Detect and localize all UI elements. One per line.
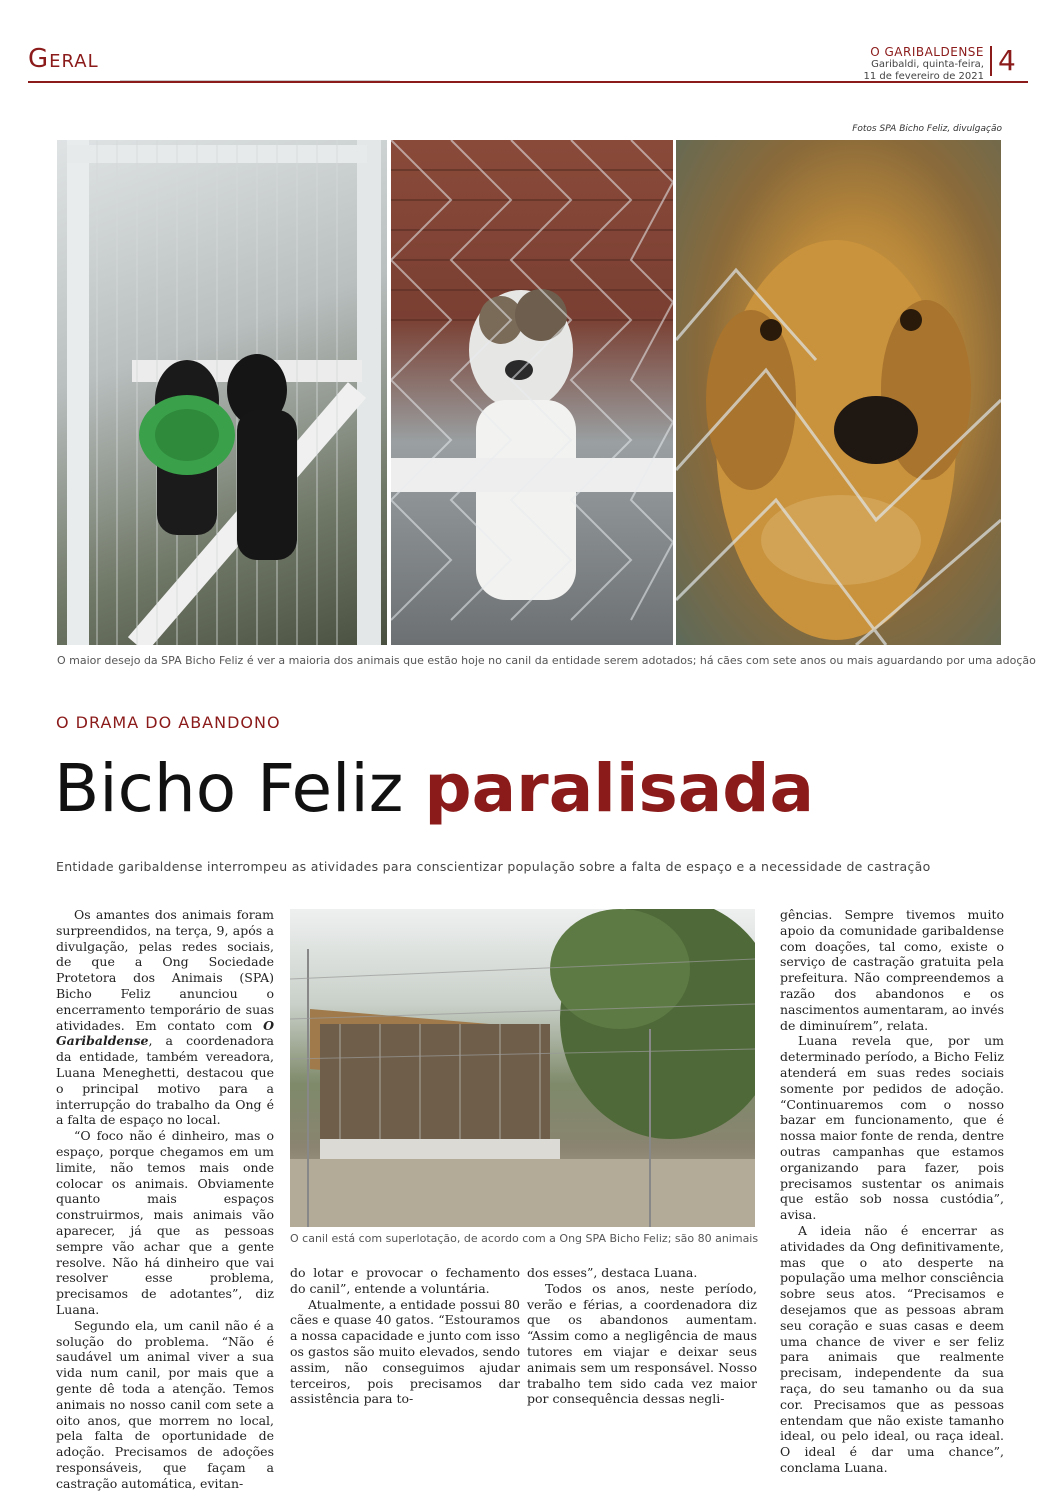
masthead-info: [864, 45, 984, 83]
page-number-divider: [990, 46, 992, 76]
article-column-1: [56, 907, 274, 1491]
headline-part1: Bicho Feliz: [54, 750, 404, 827]
dogs-at-gate-photo: [57, 140, 387, 645]
paragraph: Segundo ela, um canil não é a solução do problema. “Não é saudável um animal viver a sua vida num canil, por mais que a gente dê toda a atenção. Temos animais no nosso canil com sete a oito anos, que morrem no local, pela falta de oportunidade de adoção. Precisamos de adoções responsáveis, que façam a castração automática, evitan-: [56, 1317, 274, 1491]
top-photo-caption: O maior desejo da SPA Bicho Feliz é ver a maioria dos animais que estão hoje no canil da entidade serem adotados; há cães com sete anos ou mais aguardando por uma adoção: [57, 654, 1036, 667]
newspaper-name: O Garibaldense: [56, 1017, 274, 1049]
article-column-4: [780, 907, 1004, 1476]
kennel-photo-caption: O canil está com superlotação, de acordo com a Ong SPA Bicho Feliz; são 80 animais: [290, 1232, 759, 1245]
dog-closeup-photo: [676, 140, 1001, 645]
article-subhead: Entidade garibaldense interrompeu as atividades para conscientizar população sobre a falta de espaço e a necessidade de castração: [56, 859, 931, 874]
paragraph: Luana revela que, por um determinado período, a Bicho Feliz atenderá em suas redes sociais somente por pedidos de adoção. “Continuaremos com o nosso bazar em funcionamento, que é nossa maior fonte de renda, dentre outras campanhas que estamos organizando para fazer, pois precisamos sustentar os animais que estão sob nossa custódia”, avisa.: [780, 1033, 1004, 1223]
article-headline: [54, 746, 814, 832]
paragraph: Todos os anos, neste período, verão e férias, a coordenadora diz que os abandonos aumentam. “Assim como a negligência de maus tutores em viajar e deixar seus animais sem um responsável. Nosso trabalho tem sido cada vez maior por consequência dessas negli-: [527, 1280, 757, 1407]
issue-date: 11 de fevereiro de 2021: [863, 71, 984, 82]
paper-name: O GARIBALDENSE: [870, 45, 984, 59]
text-run: , a coordenadora da entidade, também vereadora, Luana Meneghetti, destacou que o principal motivo para a interrupção do trabalho da Ong é a falta de espaço no local.: [56, 1033, 274, 1128]
paragraph: Atualmente, a entidade possui 80 cães e quase 40 gatos. “Estouramos a nossa capacidade e junto com isso os gastos são muito elevados, sendo assim, não conseguimos ajudar terceiros, pois precisamos dar assistência para to-: [290, 1296, 521, 1407]
paragraph: [56, 907, 274, 1128]
headline-part2: paralisada: [424, 750, 815, 827]
article-kicker: O DRAMA DO ABANDONO: [56, 713, 281, 732]
dog-behind-fence-photo: [391, 140, 673, 645]
kennel-photo: [290, 909, 755, 1227]
paragraph: gências. Sempre tivemos muito apoio da comunidade garibaldense com doações, tal como, existe o serviço de castração gratuita pela prefeitura. Não compreendemos a razão dos abandonos e os nascimentos aumentaram, ao invés de diminuírem”, relata.: [780, 907, 1004, 1033]
paragraph: do lotar e provocar o fechamento do canil”, entende a voluntária.: [290, 1265, 520, 1296]
location-date: Garibaldi, quinta-feira,: [871, 59, 984, 70]
paragraph: “O foco não é dinheiro, mas o espaço, porque chegamos em um limite, não temos mais onde colocar os animais. Obviamente quanto mais espaços construirmos, mais animais vão aparecer, já que as pessoas sempre vão achar que a gente resolve. Não há dinheiro que vai resolver esse problema, precisamos de adotantes”, diz Luana.: [56, 1128, 274, 1317]
section-title: Geral: [28, 44, 99, 74]
article-column-3: [527, 1265, 757, 1407]
page-number: 4: [998, 44, 1016, 77]
paragraph: A ideia não é encerrar as atividades da Ong definitivamente, mas que o ato desperte na população uma melhor consciência sobre seus atos. “Precisamos e desejamos que as pessoas abram seu coração e suas casas e deem uma chance de viver e ser feliz para animais que realmente precisam, independente da sua raça, do seu tamanho ou da sua cor. Precisamos que as pessoas entendam que não existe tamanho ideal, ou pelo ideal, ou raça ideal. O ideal é dar uma chance”, conclama Luana.: [780, 1222, 1004, 1475]
text-run: Os amantes dos animais foram surpreendidos, na terça, 9, após a divulgação, pelas redes sociais, de que a Ong Sociedade Protetora dos Animais (SPA) Bicho Feliz anunciou o encerramento temporário de suas atividades. Em contato com: [56, 907, 274, 1033]
paragraph: dos esses”, destaca Luana.: [527, 1265, 698, 1280]
photo-credit: Fotos SPA Bicho Feliz, divulgação: [852, 124, 1002, 134]
article-column-2: [290, 1265, 520, 1407]
